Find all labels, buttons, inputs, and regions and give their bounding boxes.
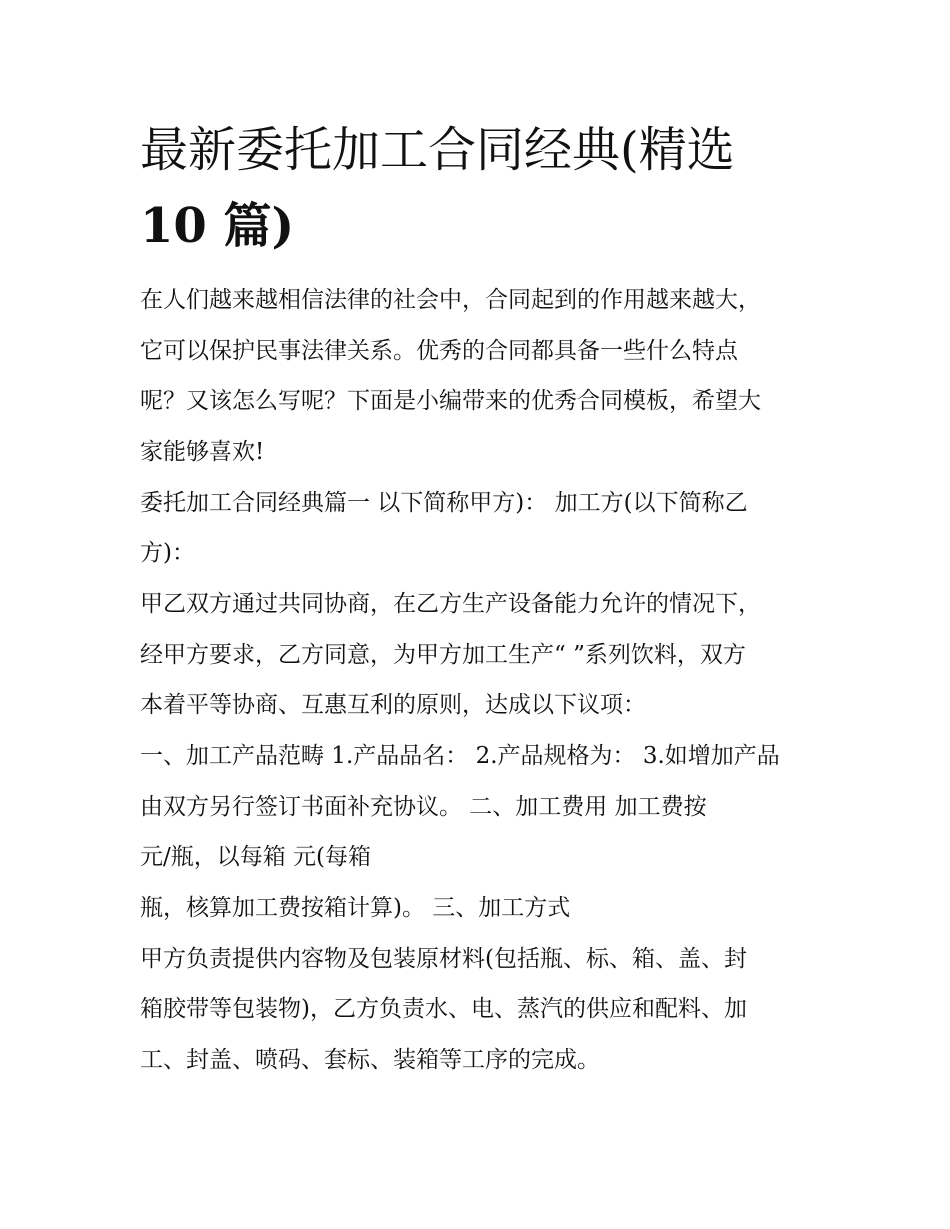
body-line-3: 呢？又该怎么写呢？下面是小编带来的优秀合同模板，希望大: [140, 388, 761, 414]
body-line-16: 工、封盖、喷码、套标、装箱等工序的完成。: [140, 1047, 600, 1073]
body-line-7: 甲乙双方通过共同协商，在乙方生产设备能力允许的情况下，: [140, 591, 761, 617]
body-line-11: 由双方另行签订书面补充协议。 二、加工费用 加工费按: [140, 794, 707, 820]
title-line-1: 最新委托加工合同经典(精选: [140, 122, 735, 178]
body-line-15: 箱胶带等包装物)，乙方负责水、电、蒸汽的供应和配料、加: [140, 996, 747, 1022]
body-line-9: 本着平等协商、互惠互利的原则，达成以下议项：: [140, 692, 646, 718]
body-line-12: 元/瓶，以每箱 元(每箱: [140, 844, 372, 870]
body-line-1: 在人们越来越相信法律的社会中，合同起到的作用越来越大，: [140, 287, 761, 313]
body-line-2: 它可以保护民事法律关系。优秀的合同都具备一些什么特点: [140, 338, 738, 364]
body-line-5: 委托加工合同经典篇一 以下简称甲方)： 加工方(以下简称乙: [140, 490, 748, 516]
body-line-14: 甲方负责提供内容物及包装原材料(包括瓶、标、箱、盖、封: [140, 946, 747, 972]
body-line-4: 家能够喜欢!: [140, 439, 265, 465]
body-line-8: 经甲方要求，乙方同意，为甲方加工生产“ ”系列饮料，双方: [140, 642, 746, 668]
body-line-6: 方)：: [140, 540, 195, 566]
body-line-13: 瓶，核算加工费按箱计算)。 三、加工方式: [140, 895, 571, 921]
document-title: [140, 112, 820, 264]
title-line-2: 10 篇): [140, 198, 295, 254]
body-line-10: 一、加工产品范畴 1.产品品名： 2.产品规格为： 3.如增加产品: [140, 743, 780, 769]
